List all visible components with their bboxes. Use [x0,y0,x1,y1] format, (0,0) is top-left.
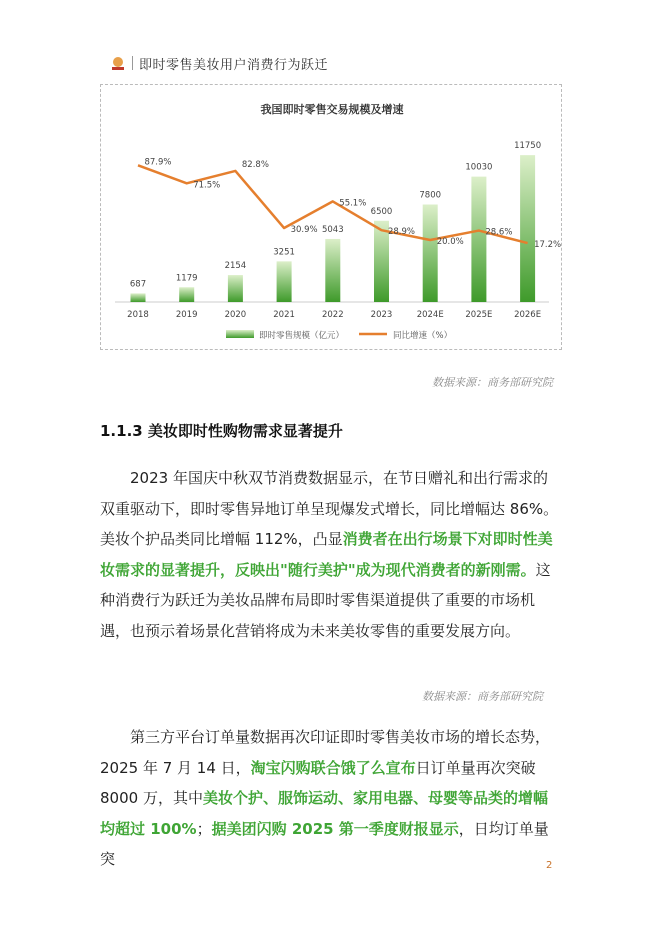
paragraph-2 [100,722,562,875]
header-title: 即时零售美妆用户消费行为跃迁 [139,57,329,73]
bar-label-2025E: 10030 [465,162,493,173]
x-tick-2020: 2020 [224,310,247,320]
section-heading: 1.1.3 美妆即时性购物需求显著提升 [100,422,343,440]
legend-label-line: 同比增速（%） [393,331,453,341]
line-label-2026E: 17.2% [534,240,562,251]
legend-label-bar: 即时零售规模（亿元） [259,331,345,341]
para2-highlight-2: 美妆个护、服饰运动、家用电器、母婴等品类的增幅均超过 100% [100,789,548,838]
bar-2020 [228,275,243,302]
x-tick-2019: 2019 [175,310,198,320]
bar-label-2024E: 7800 [419,190,442,201]
page-number: 2 [546,860,553,871]
bar-label-2018: 687 [129,279,147,290]
para2-highlight-1: 淘宝闪购联合饿了么宣布 [250,758,416,777]
x-tick-2026E: 2026E [514,310,542,320]
para1-text-2: 这种消费行为跃迁为美妆品牌布局即时零售渠道提供了重要的市场机遇，也预示着场景化营销将成为未来美妆零售的重要发展方向。 [100,560,551,640]
bar-2025E [471,177,486,302]
chart-svg [101,85,563,351]
x-tick-2024E: 2024E [416,310,444,320]
legend-swatch-bar [226,330,254,338]
x-tick-2022: 2022 [321,310,344,320]
bar-2026E [520,155,535,302]
para2-highlight-3: 据美团闪购 2025 第一季度财报显示 [211,819,459,838]
line-label-2019: 71.5% [193,180,221,191]
chart-source: 数据来源：商务部研究院 [432,376,553,389]
line-label-2022: 55.1% [339,198,367,209]
para2-text-1: 第三方平台订单量数据再次印证即时零售美妆市场的增长态势，2025 年 7 月 14 日， [100,728,551,777]
page-header [110,52,328,74]
x-tick-2025E: 2025E [465,310,493,320]
para2-text-4: ，日均订单量突 [100,819,549,868]
line-label-2024E: 20.0% [436,237,464,247]
line-label-2025E: 28.6% [485,227,513,238]
bar-label-2026E: 11750 [514,141,542,152]
bar-2019 [179,287,194,302]
bar-2018 [131,293,146,302]
para1-source: 数据来源：商务部研究院 [422,690,543,703]
line-label-2018: 87.9% [144,157,172,168]
bar-label-2020: 2154 [224,261,247,272]
line-label-2023: 28.9% [387,227,416,238]
para1-text-1: 2023 年国庆中秋双节消费数据显示，在节日赠礼和出行需求的双重驱动下，即时零售异地订单呈现爆发式增长，同比增幅达 86%。美妆个护品类同比增幅 112%，凸显 [100,469,559,548]
x-tick-2018: 2018 [127,310,149,320]
bar-label-2019: 1179 [175,273,198,284]
bar-label-2023: 6500 [370,206,393,217]
para2-text-2: 日订单量再次突破 8000 万，其中 [100,758,536,807]
chart-legend [226,330,452,341]
para2-text-3: ； [196,819,212,838]
bar-label-2022: 5043 [321,224,344,235]
bar-2024E [423,205,438,303]
bar-2021 [277,261,292,302]
bar-label-2021: 3251 [273,247,295,258]
x-tick-2021: 2021 [273,310,295,320]
x-tick-2023: 2023 [370,310,393,320]
chart-title: 我国即时零售交易规模及增速 [260,103,404,116]
bar-2023 [374,221,389,302]
para1-highlight-1: 消费者在出行场景下对即时性美妆需求的显著提升，反映出"随行美护"成为现代消费者的新刚需。 [100,530,553,579]
line-label-2020: 82.8% [241,159,269,170]
logo-icon [110,55,126,71]
chart-container [100,84,562,350]
line-label-2021: 30.9% [290,225,318,236]
bar-2022 [325,239,340,302]
paragraph-1 [100,463,562,646]
